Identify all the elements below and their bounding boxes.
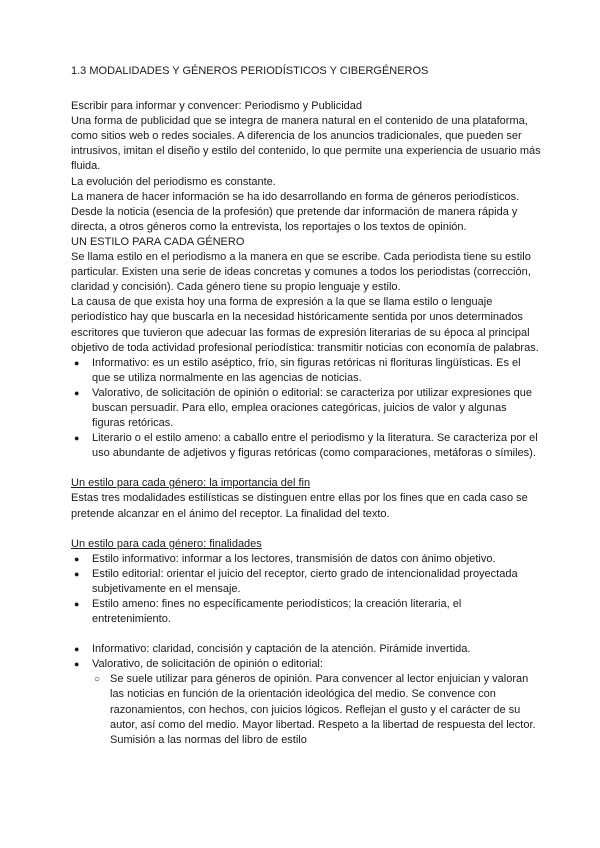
intro-paragraph: Se llama estilo en el periodismo a la manera en que se escribe. Cada periodista tiene su estilo particular. Existen una serie de ideas concretas y comunes a todos los periodistas (corrección, claridad y concisión). Cada género tiene su propio lenguaje y estilo. <box>71 251 531 294</box>
list-item: ● Valorativo, de solicitación de opinión o editorial: se caracteriza por utilizar expresiones que buscan persuadir. Para ello, emplea oraciones categóricas, juicios de valor y algunas figuras retóricas. <box>92 386 541 431</box>
list-item: ● Estilo informativo: informar a los lectores, transmisión de datos con ánimo objetivo. <box>92 552 541 567</box>
finalidades-list <box>71 552 541 627</box>
document-page <box>71 64 541 748</box>
intro-paragraph: La manera de hacer información se ha ido desarrollando en forma de géneros periodísticos. Desde la noticia (esencia de la profesión) que pretende dar información de manera rápida y directa, a otros géneros como la entrevista, los reportajes o los textos de opinión. <box>71 190 520 233</box>
list-item: ● Estilo editorial: orientar el juicio del receptor, cierto grado de intencionalidad proyectada subjetivamente en el mensaje. <box>92 567 541 597</box>
intro-paragraph: Una forma de publicidad que se integra de manera natural en el contenido de una plataforma, como sitios web o redes sociales. A diferencia de los anuncios tradicionales, que pueden ser intrusivos, imitan el diseño y estilo del contenido, lo que permite una experiencia de usuario más fluida. <box>71 115 541 173</box>
intro-subtitle: Escribir para informar y convencer: Periodismo y Publicidad <box>71 100 363 113</box>
list-item: ● Literario o el estilo ameno: a caballo entre el periodismo y la literatura. Se caracteriza por el uso abundante de adjetivos y figuras retóricas (como comparaciones, metáforas o símiles). <box>92 431 541 461</box>
list-item: ● Informativo: es un estilo aséptico, frío, sin figuras retóricas ni florituras lingüísticas. Es el que se utiliza normalmente en las agencias de noticias. <box>92 356 541 386</box>
list-item-label: Valorativo, de solicitación de opinión o editorial: <box>92 658 323 671</box>
caracteristicas-list <box>71 642 541 672</box>
document-title: 1.3 MODALIDADES Y GÉNEROS PERIODÍSTICOS Y CIBERGÉNEROS <box>71 65 429 77</box>
section-paragraph: Estas tres modalidades estilísticas se distinguen entre ellas por los fines que en cada caso se pretende alcanzar en el ánimo del receptor. La finalidad del texto. <box>71 492 528 520</box>
section-heading-finalidades: Un estilo para cada género: finalidades <box>71 537 262 550</box>
sub-list-item: ○ Se suele utilizar para géneros de opinión. Para convencer al lector enjuician y valoran las noticias en función de la orientación ideológica del medio. Se convence con razonamientos, con hechos, con juicios lógicos. Reflejan el gusto y el carácter de su autor, así como del medio. Mayor libertad. Respeto a la libertad de respuesta del lector. Sumisión a las normas del libro de estilo <box>110 672 541 747</box>
section-heading-estilo: UN ESTILO PARA CADA GÉNERO <box>71 235 245 248</box>
styles-list <box>71 356 541 462</box>
section-heading-importancia: Un estilo para cada género: la importancia del fin <box>71 477 311 490</box>
list-item: ● Estilo ameno: fines no específicamente periodísticos; la creación literaria, el entretenimiento. <box>92 597 541 627</box>
valorativo-sublist <box>71 672 541 747</box>
list-item <box>92 657 541 672</box>
intro-paragraph: La causa de que exista hoy una forma de expresión a la que se llama estilo o lenguaje periodístico hay que buscarla en la necesidad históricamente sentida por unos determinados escritores que tuvieron que adecuar las formas de expresión literarias de su época al principal objetivo de toda actividad profesional periodística: transmitir noticias con economía de palabras. <box>71 296 539 354</box>
intro-paragraph: La evolución del periodismo es constante. <box>71 175 276 188</box>
list-item: ● Informativo: claridad, concisión y captación de la atención. Pirámide invertida. <box>92 642 541 657</box>
